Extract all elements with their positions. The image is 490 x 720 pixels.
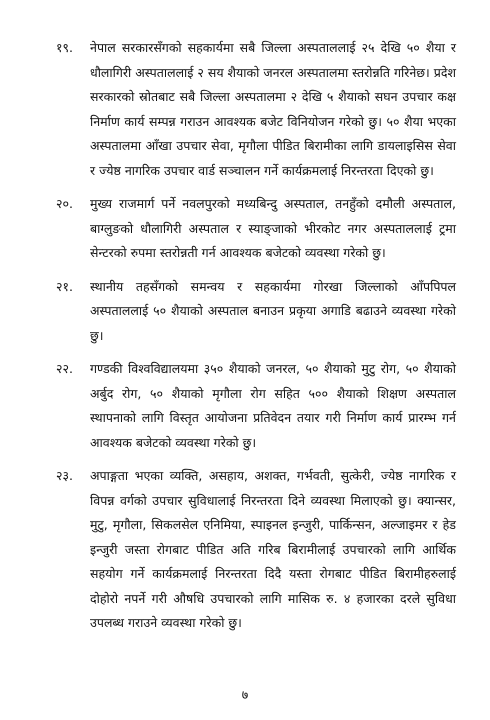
item-text: मुख्य राजमार्ग पर्ने नवलपुरको मध्यबिन्दु अस्पताल, तनहुँको दमौली अस्पताल, बाग्लुङको धौलागिरी अस्पताल र स्याङ्जाको भीरकोट नगर अस्पताललाई ट्रमा सेन्टरको रुपमा स्तरोन्नती गर्न आवश्यक बजेटको व्यवस्था गरेको छु। [90, 196, 456, 260]
item-text: नेपाल सरकारसँगको सहकार्यमा सबै जिल्ला अस्पताललाई २५ देखि ५० शैया र धौलागिरी अस्पताललाई २ सय शैयाको जनरल अस्पतालमा स्तरोन्नति गरिनेछ। प्रदेश सरकारको स्रोतबाट सबै जिल्ला अस्पतालमा २ देखि ५ शैयाको सघन उपचार कक्ष निर्माण कार्य सम्पन्न गराउन आवश्यक बजेट विनियोजन गरेको छु। ५० शैया भएका अस्पतालमा आँखा उपचार सेवा, मृगौला पीडित बिरामीका लागि डायलाइसिस सेवा र ज्येष्ठ नागरिक उपचार वार्ड सञ्चालन गर्ने कार्यक्रमलाई निरन्तरता दिएको छु। [90, 40, 457, 178]
item-number: २०. [56, 196, 73, 211]
list-item-20 [56, 192, 456, 266]
item-number: २३. [56, 468, 73, 483]
item-text: गण्डकी विश्वविद्यालयमा ३५० शैयाको जनरल, ५० शैयाको मुटु रोग, ५० शैयाको अर्बुद रोग, ५० शैयाको मृगौला रोग सहित ५०० शैयाको शिक्षण अस्पताल स्थापनाको लागि विस्तृत आयोजना प्रतिवेदन तयार गरी निर्माण कार्य प्रारम्भ गर्न आवश्यक बजेटको व्यवस्था गरेको छु। [90, 361, 456, 450]
page-number: ७ [241, 687, 249, 702]
item-number: २२. [56, 361, 73, 376]
list-item-23 [56, 464, 456, 636]
item-text: स्थानीय तहसँगको समन्वय र सहकार्यमा गोरखा जिल्लाको आँपपिपल अस्पताललाई ५० शैयाको अस्पताल बनाउन प्रकृया अगाडि बढाउने व्यवस्था गरेको छु। [90, 278, 456, 343]
list-item-22 [56, 357, 456, 455]
list-item-21 [56, 275, 456, 349]
item-number: २१. [56, 278, 73, 294]
list-item-19 [56, 36, 456, 183]
item-number: १९. [56, 40, 73, 55]
item-text: अपाङ्गता भएका व्यक्ति, असहाय, अशक्त, गर्भवती, सुत्केरी, ज्येष्ठ नागरिक र विपन्न वर्गको उपचार सुविधालाई निरन्तरता दिने व्यवस्था मिलाएको छु। क्यान्सर, मुटु, मृगौला, सिकलसेल एनिमिया, स्पाइनल इन्जुरी, पार्किन्सन, अल्जाइमर र हेड इन्जुरी जस्ता रोगबाट पीडित अति गरिब बिरामीलाई उपचारको लागि आर्थिक सहयोग गर्ने कार्यक्रमलाई निरन्तरता दिदै यस्ता रोगबाट पीडित बिरामीहरुलाई दोहोरो नपर्ने गरी औषधि उपचारको लागि मासिक रु. ४ हजारका दरले सुविधा उपलब्ध गराउने व्यवस्था गरेको छु। [90, 468, 456, 630]
